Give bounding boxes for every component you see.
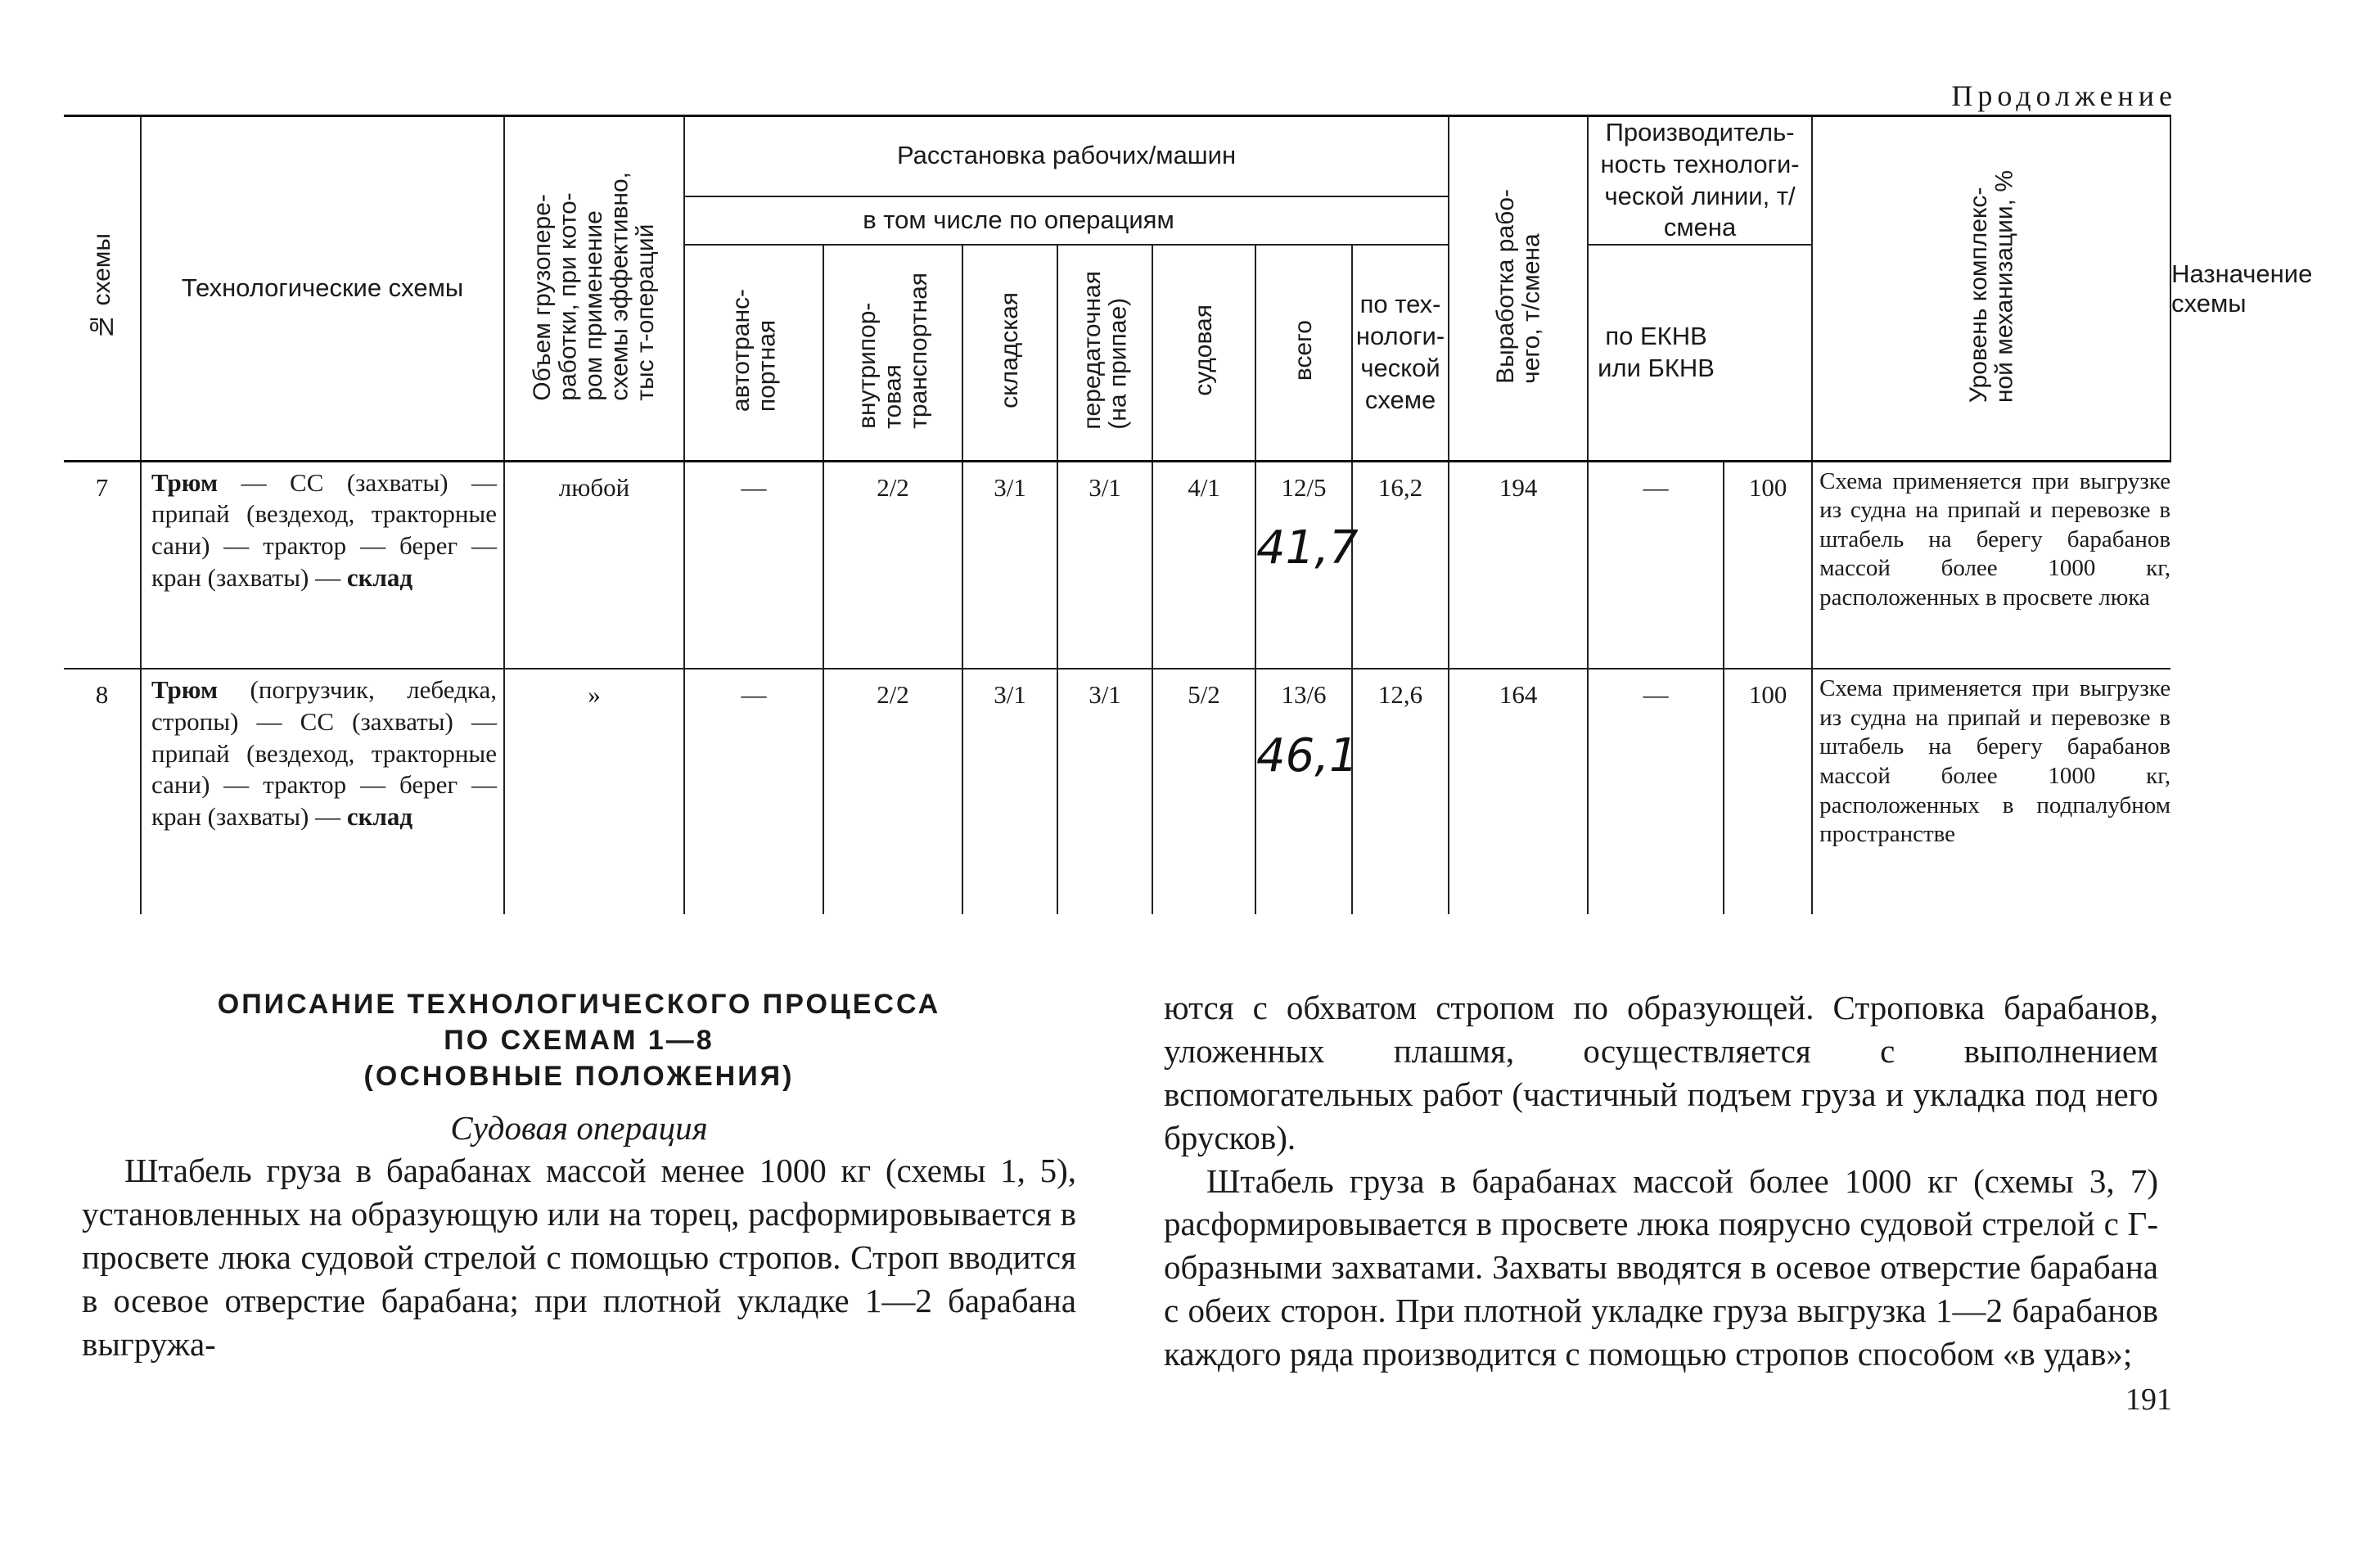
level-cell: 100 [1724, 669, 1812, 914]
table-row [64, 461, 2170, 669]
transfer-cell: 3/1 [1057, 669, 1152, 914]
volume-cell: любой [504, 461, 684, 669]
section-title-line: ПО СХЕМАМ 1—8 [444, 1025, 714, 1057]
header-auto-transport: автотранс- портная [684, 245, 823, 461]
total-cell: 12/5 41,7 [1255, 461, 1352, 669]
header-inner-port-transport: внутрипор- товая транспортная [823, 245, 962, 461]
volume-cell: » [504, 669, 684, 914]
header-by-scheme: по тех-нологи-ческой схеме [1352, 245, 1449, 461]
output-cell: 16,2 [1352, 461, 1449, 669]
by-scheme-cell: 194 [1449, 461, 1588, 669]
header-volume: Объем грузопере- работки, при кото- ром применение схемы эффективно, тыс т-операций [504, 116, 684, 462]
by-scheme-cell: 164 [1449, 669, 1588, 914]
by-ekn-cell: — [1588, 461, 1724, 669]
ship-cell: 4/1 [1152, 461, 1255, 669]
purpose-cell: Схема применяется при выгрузке из судна на припай и перевозке в штабель на берегу барабанов массой более 1000 кг, расположенных в подпалубном пространстве [1812, 669, 2170, 914]
scheme-number: 8 [64, 669, 141, 914]
section-subtitle: Судовая операция [450, 1108, 708, 1147]
ship-cell: 5/2 [1152, 669, 1255, 914]
level-cell: 100 [1724, 461, 1812, 669]
scheme-number: 7 [64, 461, 141, 669]
header-worker-output: Выработка рабо- чего, т/смена [1449, 116, 1588, 462]
table-row [64, 669, 2170, 914]
total-cell: 13/6 46,1 [1255, 669, 1352, 914]
header-by-operations: в том числе по операциям [684, 196, 1352, 245]
tech-scheme-description: Трюм — СС (захваты) — припай (вездеход, тракторные сани) — трактор — берег — кран (захваты) — склад [141, 461, 504, 669]
section-title [82, 986, 1076, 1095]
header-mechanization-level: Уровень комплекс- ной механизации, % [1812, 116, 2170, 462]
header-ship: судовая [1152, 245, 1255, 461]
left-column [82, 986, 1076, 1366]
header-productivity: Производитель-ность технологи-ческой линии, т/смена [1588, 116, 1812, 246]
transfer-cell: 3/1 [1057, 461, 1152, 669]
header-transfer: передаточная (на припае) [1057, 245, 1152, 461]
section-title-line: ОПИСАНИЕ ТЕХНОЛОГИЧЕСКОГО ПРОЦЕССА [217, 989, 941, 1020]
technology-table: № схемы Технологические схемы Объем грузопере- работки, при кото- ром применение схемы эффективно, тыс т-операций Расстановка рабочих/машин Выработка рабо- чего, т/смена Производитель-ность технологи-ческой линии, т/смена Уровень комплекс- ной механизации, % Назначение схемы в том числе по операциям автотранс- портная внутрипор- товая транспортная складская передаточная (на припае) судовая всего по тех-нологи-ческой схеме по ЕКНВ или БКНВ 7 Трюм — СС (захваты) — припай (вездеход, тракторные сани) — трактор — берег — кран (захваты) — склад любой — 2/2 3/1 3/1 4/1 12/5 41,7 16,2 194 — 100 Схема применяется при выгрузке из судна на припай и перевозке в штабель на берегу барабанов массой более 1000 кг, расположенных в просвете люка 8 Трюм (погрузчик, лебедка, стропы) — СС (захваты) — припай (вездеход, тракторные сани) — трактор — берег — кран (захваты) — склад » — 2/2 3/1 3/1 5/2 13/6 46,1 12,6 164 — 100 Схема применяется при выгрузке из судна на припай и перевозке в штабель на берегу барабанов массой более 1000 кг, расположенных в подпалубном пространстве [64, 115, 2170, 914]
header-tech-schemes: Технологические схемы [141, 116, 504, 462]
auto-cell: — [684, 461, 823, 669]
header-total: всего [1255, 245, 1352, 461]
header-scheme-number: № схемы [64, 116, 141, 462]
warehouse-cell: 3/1 [962, 669, 1057, 914]
inner-cell: 2/2 [823, 669, 962, 914]
header-by-ekn: по ЕКНВ или БКНВ [1588, 245, 1724, 461]
continuation-label: Продолжение [1951, 79, 2177, 112]
header-placement: Расстановка рабочих/машин [684, 116, 1449, 196]
output-cell: 12,6 [1352, 669, 1449, 914]
purpose-cell: Схема применяется при выгрузке из судна на припай и перевозке в штабель на берегу барабанов массой более 1000 кг, расположенных в просвете люка [1812, 461, 2170, 669]
tech-scheme-description: Трюм (погрузчик, лебедка, стропы) — СС (захваты) — припай (вездеход, тракторные сани) — трактор — берег — кран (захваты) — склад [141, 669, 504, 914]
body-paragraph: ются с обхватом стропом по образующей. Строповка барабанов, уложенных плашмя, осуществляется с выполнением вспомогательных работ (частичный подъем груза и укладка под него брусков). [1164, 989, 2158, 1156]
handwritten-note: 46,1 [1256, 728, 1359, 782]
by-ekn-cell: — [1588, 669, 1724, 914]
body-paragraph: Штабель груза в барабанах массой менее 1000 кг (схемы 1, 5), установленных на образующую или на торец, расформировывается в просвете люка судовой стрелой с помощью стропов. Строп вводится в осевое отверстие барабана; при плотной укладке 1—2 барабана выгружа- [82, 1152, 1076, 1363]
handwritten-note: 41,7 [1256, 521, 1359, 575]
right-column [1164, 986, 2158, 1376]
inner-cell: 2/2 [823, 461, 962, 669]
warehouse-cell: 3/1 [962, 461, 1057, 669]
header-warehouse: складская [962, 245, 1057, 461]
auto-cell: — [684, 669, 823, 914]
page-number: 191 [2125, 1382, 2172, 1417]
body-paragraph: Штабель груза в барабанах массой более 1000 кг (схемы 3, 7) расформировывается в просвете люка поярусно судовой стрелой с Г-образными захватами. Захваты вводятся в осевое отверстие барабана с обеих сторон. При плотной укладке груза выгрузка 1—2 барабанов каждого ряда производится с помощью стропов способом «в удав»; [1164, 1161, 2158, 1373]
section-title-line: (ОСНОВНЫЕ ПОЛОЖЕНИЯ) [363, 1061, 795, 1093]
